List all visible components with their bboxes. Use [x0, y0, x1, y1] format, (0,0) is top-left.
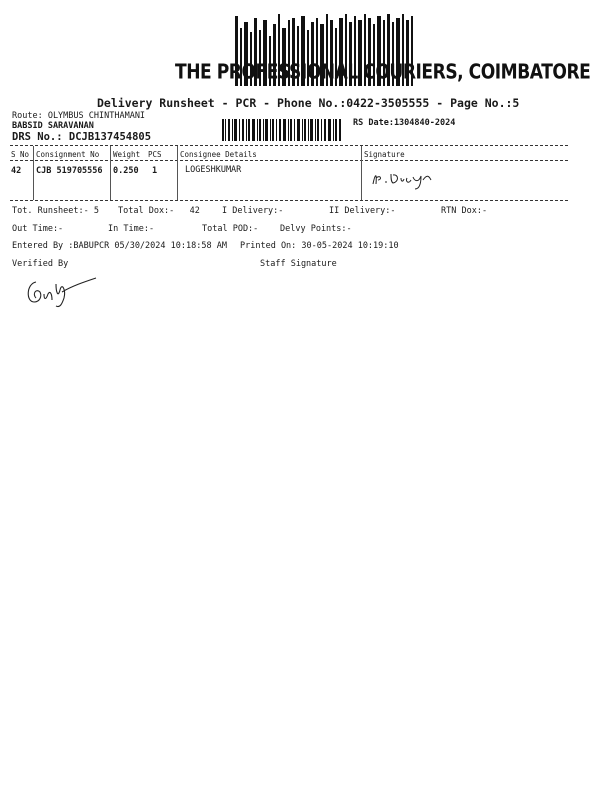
verified-signature — [22, 272, 102, 312]
col-header-consignee: Consignee Details — [180, 150, 257, 159]
col-divider — [361, 146, 362, 200]
i-delivery: I Delivery:- — [222, 206, 284, 216]
route-label: Route: OLYMBUS CHINTHAMANI — [12, 111, 146, 121]
signature-stroke-icon — [369, 168, 439, 190]
row-consignee: LOGESHKUMAR — [185, 165, 242, 175]
col-divider — [177, 146, 178, 200]
row-sno: 42 — [11, 166, 22, 176]
staff-signature-label: Staff Signature — [260, 259, 337, 269]
row-weight: 0.250 — [113, 166, 139, 176]
verified-by-label: Verified By — [12, 259, 69, 269]
table-bottom-border — [10, 200, 568, 201]
tot-runsheet: Tot. Runsheet:- 5 — [12, 206, 99, 216]
col-header-weight: Weight — [113, 150, 141, 159]
total-dox: Total Dox:- 42 — [118, 206, 200, 216]
consignee-signature — [369, 168, 439, 190]
row-pcs: 1 — [152, 166, 158, 176]
ii-delivery: II Delivery:- — [329, 206, 396, 216]
col-divider — [110, 146, 111, 200]
printed-on: Printed On: 30-05-2024 10:19:10 — [240, 241, 399, 251]
page-title: Delivery Runsheet - PCR - Phone No.:0422-3505555 - Page No.:5 — [97, 96, 520, 110]
drs-number: DRS No.: DCJB137454805 — [12, 131, 152, 143]
table-header-border — [10, 160, 568, 161]
handwritten-signature-icon — [22, 272, 102, 312]
in-time: In Time:- — [108, 224, 155, 234]
row-consignment: CJB 519705556 — [36, 166, 103, 176]
rtn-dox: RTN Dox:- — [441, 206, 488, 216]
company-logo — [170, 8, 420, 98]
staff-name: BABSID SARAVANAN — [12, 121, 94, 131]
table-top-border — [10, 145, 568, 146]
col-header-pcs: PCS — [148, 150, 162, 159]
entered-by: Entered By :BABUPCR 05/30/2024 10:18:58 AM — [12, 241, 227, 251]
col-header-signature: Signature — [364, 150, 405, 159]
delvy-points: Delvy Points:- — [280, 224, 352, 234]
col-header-consignment: Consignment No — [36, 150, 100, 159]
drs-barcode — [222, 119, 342, 141]
rs-date: RS Date:1304840-2024 — [353, 118, 456, 128]
company-name: THE PROFESSIONAL COURIERS, COIMBATORE — [175, 60, 591, 85]
col-header-sno: S No — [11, 150, 30, 159]
out-time: Out Time:- — [12, 224, 64, 234]
col-divider — [33, 146, 34, 200]
total-pod: Total POD:- — [202, 224, 259, 234]
